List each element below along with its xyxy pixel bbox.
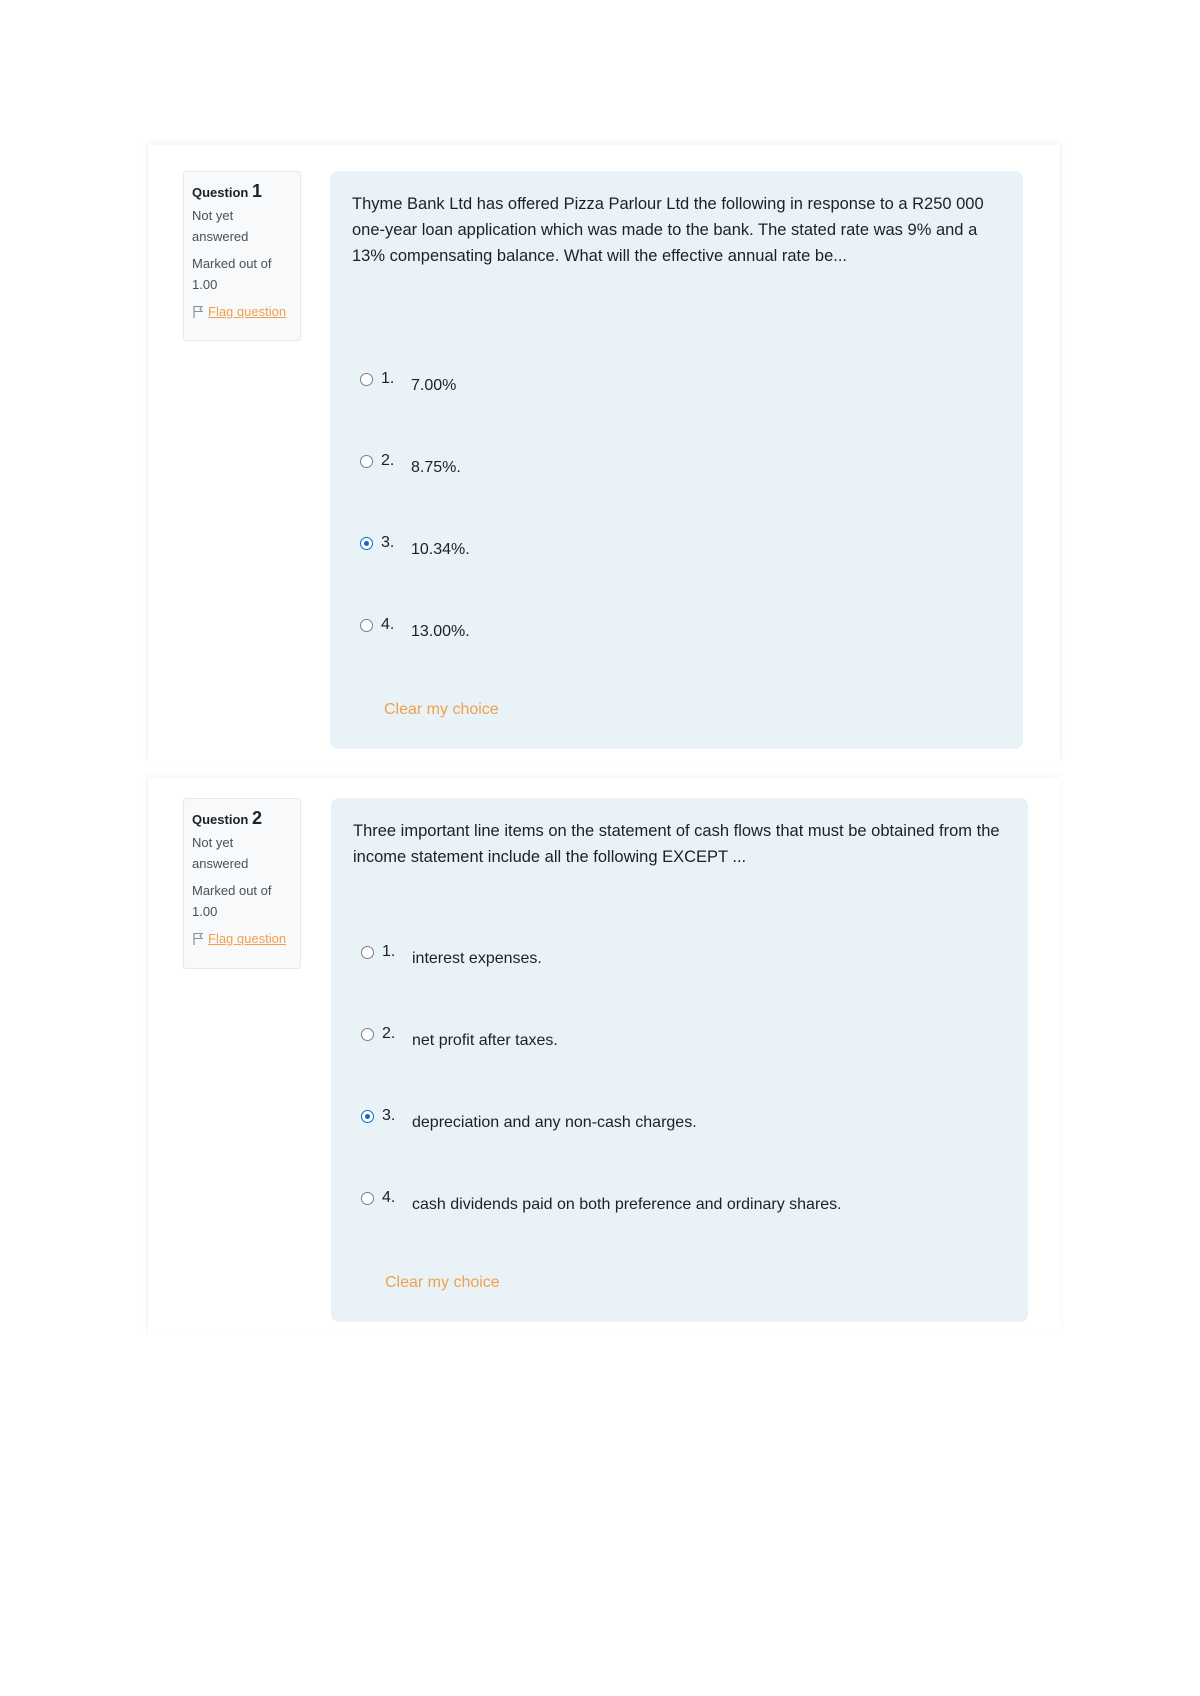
answer-option[interactable] (361, 943, 542, 973)
question-content (330, 171, 1023, 749)
radio-button[interactable] (360, 455, 373, 468)
radio-button[interactable] (361, 1192, 374, 1205)
question-grade: Marked out of 1.00 (192, 883, 272, 919)
radio-button[interactable] (360, 619, 373, 632)
question-number-value: 2 (251, 808, 262, 828)
question-1 (147, 145, 1061, 761)
radio-button[interactable] (361, 946, 374, 959)
question-state: Not yet answered (192, 208, 249, 244)
answer-number: 2. (381, 452, 395, 469)
answer-number: 4. (382, 1189, 396, 1206)
clear-my-choice-link[interactable]: Clear my choice (384, 701, 499, 718)
question-info-panel (183, 171, 301, 341)
question-2 (147, 778, 1060, 1334)
flag-question-label: Flag question (208, 304, 287, 319)
answer-number: 4. (381, 616, 395, 633)
answer-number: 2. (382, 1025, 396, 1042)
answer-option[interactable] (361, 1189, 842, 1219)
answer-number: 1. (381, 370, 395, 387)
answer-option[interactable] (361, 1107, 697, 1137)
answer-text: 10.34%. (411, 541, 470, 558)
answer-number: 3. (381, 534, 395, 551)
question-number (192, 181, 292, 203)
answer-text: 7.00% (411, 377, 457, 394)
question-label: Question (192, 812, 249, 827)
question-number (192, 808, 292, 830)
flag-question-link[interactable] (192, 928, 292, 949)
answer-text: 8.75%. (411, 459, 461, 476)
question-label: Question (192, 185, 249, 200)
question-number-value: 1 (251, 181, 262, 201)
answer-option[interactable] (360, 534, 470, 564)
answer-option[interactable] (360, 452, 461, 482)
flag-icon (192, 305, 204, 319)
answer-text: interest expenses. (412, 950, 542, 967)
question-info-panel (183, 798, 301, 969)
question-state: Not yet answered (192, 835, 249, 871)
answer-text: 13.00%. (411, 623, 470, 640)
flag-question-link[interactable] (192, 301, 292, 322)
radio-button-selected[interactable] (361, 1110, 374, 1123)
flag-question-label: Flag question (208, 931, 287, 946)
question-text: Thyme Bank Ltd has offered Pizza Parlour Ltd the following in response to a R250 000 one-year loan application which was made to the bank. The stated rate was 9% and a 13% compensating balance. What will the effective annual rate be... (352, 195, 984, 265)
answer-option[interactable] (360, 370, 456, 400)
answer-text: cash dividends paid on both preference and ordinary shares. (412, 1196, 842, 1213)
answer-number: 3. (382, 1107, 396, 1124)
answer-option[interactable] (361, 1025, 558, 1055)
radio-button-selected[interactable] (360, 537, 373, 550)
answer-text: net profit after taxes. (412, 1032, 558, 1049)
answer-number: 1. (382, 943, 396, 960)
answer-option[interactable] (360, 616, 470, 646)
question-content (331, 798, 1028, 1322)
clear-my-choice-link[interactable]: Clear my choice (385, 1274, 500, 1291)
radio-button[interactable] (361, 1028, 374, 1041)
question-text: Three important line items on the statement of cash flows that must be obtained from the income statement include all the following EXCEPT ... (353, 822, 1000, 866)
flag-icon (192, 932, 204, 946)
question-grade: Marked out of 1.00 (192, 256, 272, 292)
radio-button[interactable] (360, 373, 373, 386)
answer-text: depreciation and any non-cash charges. (412, 1114, 697, 1131)
